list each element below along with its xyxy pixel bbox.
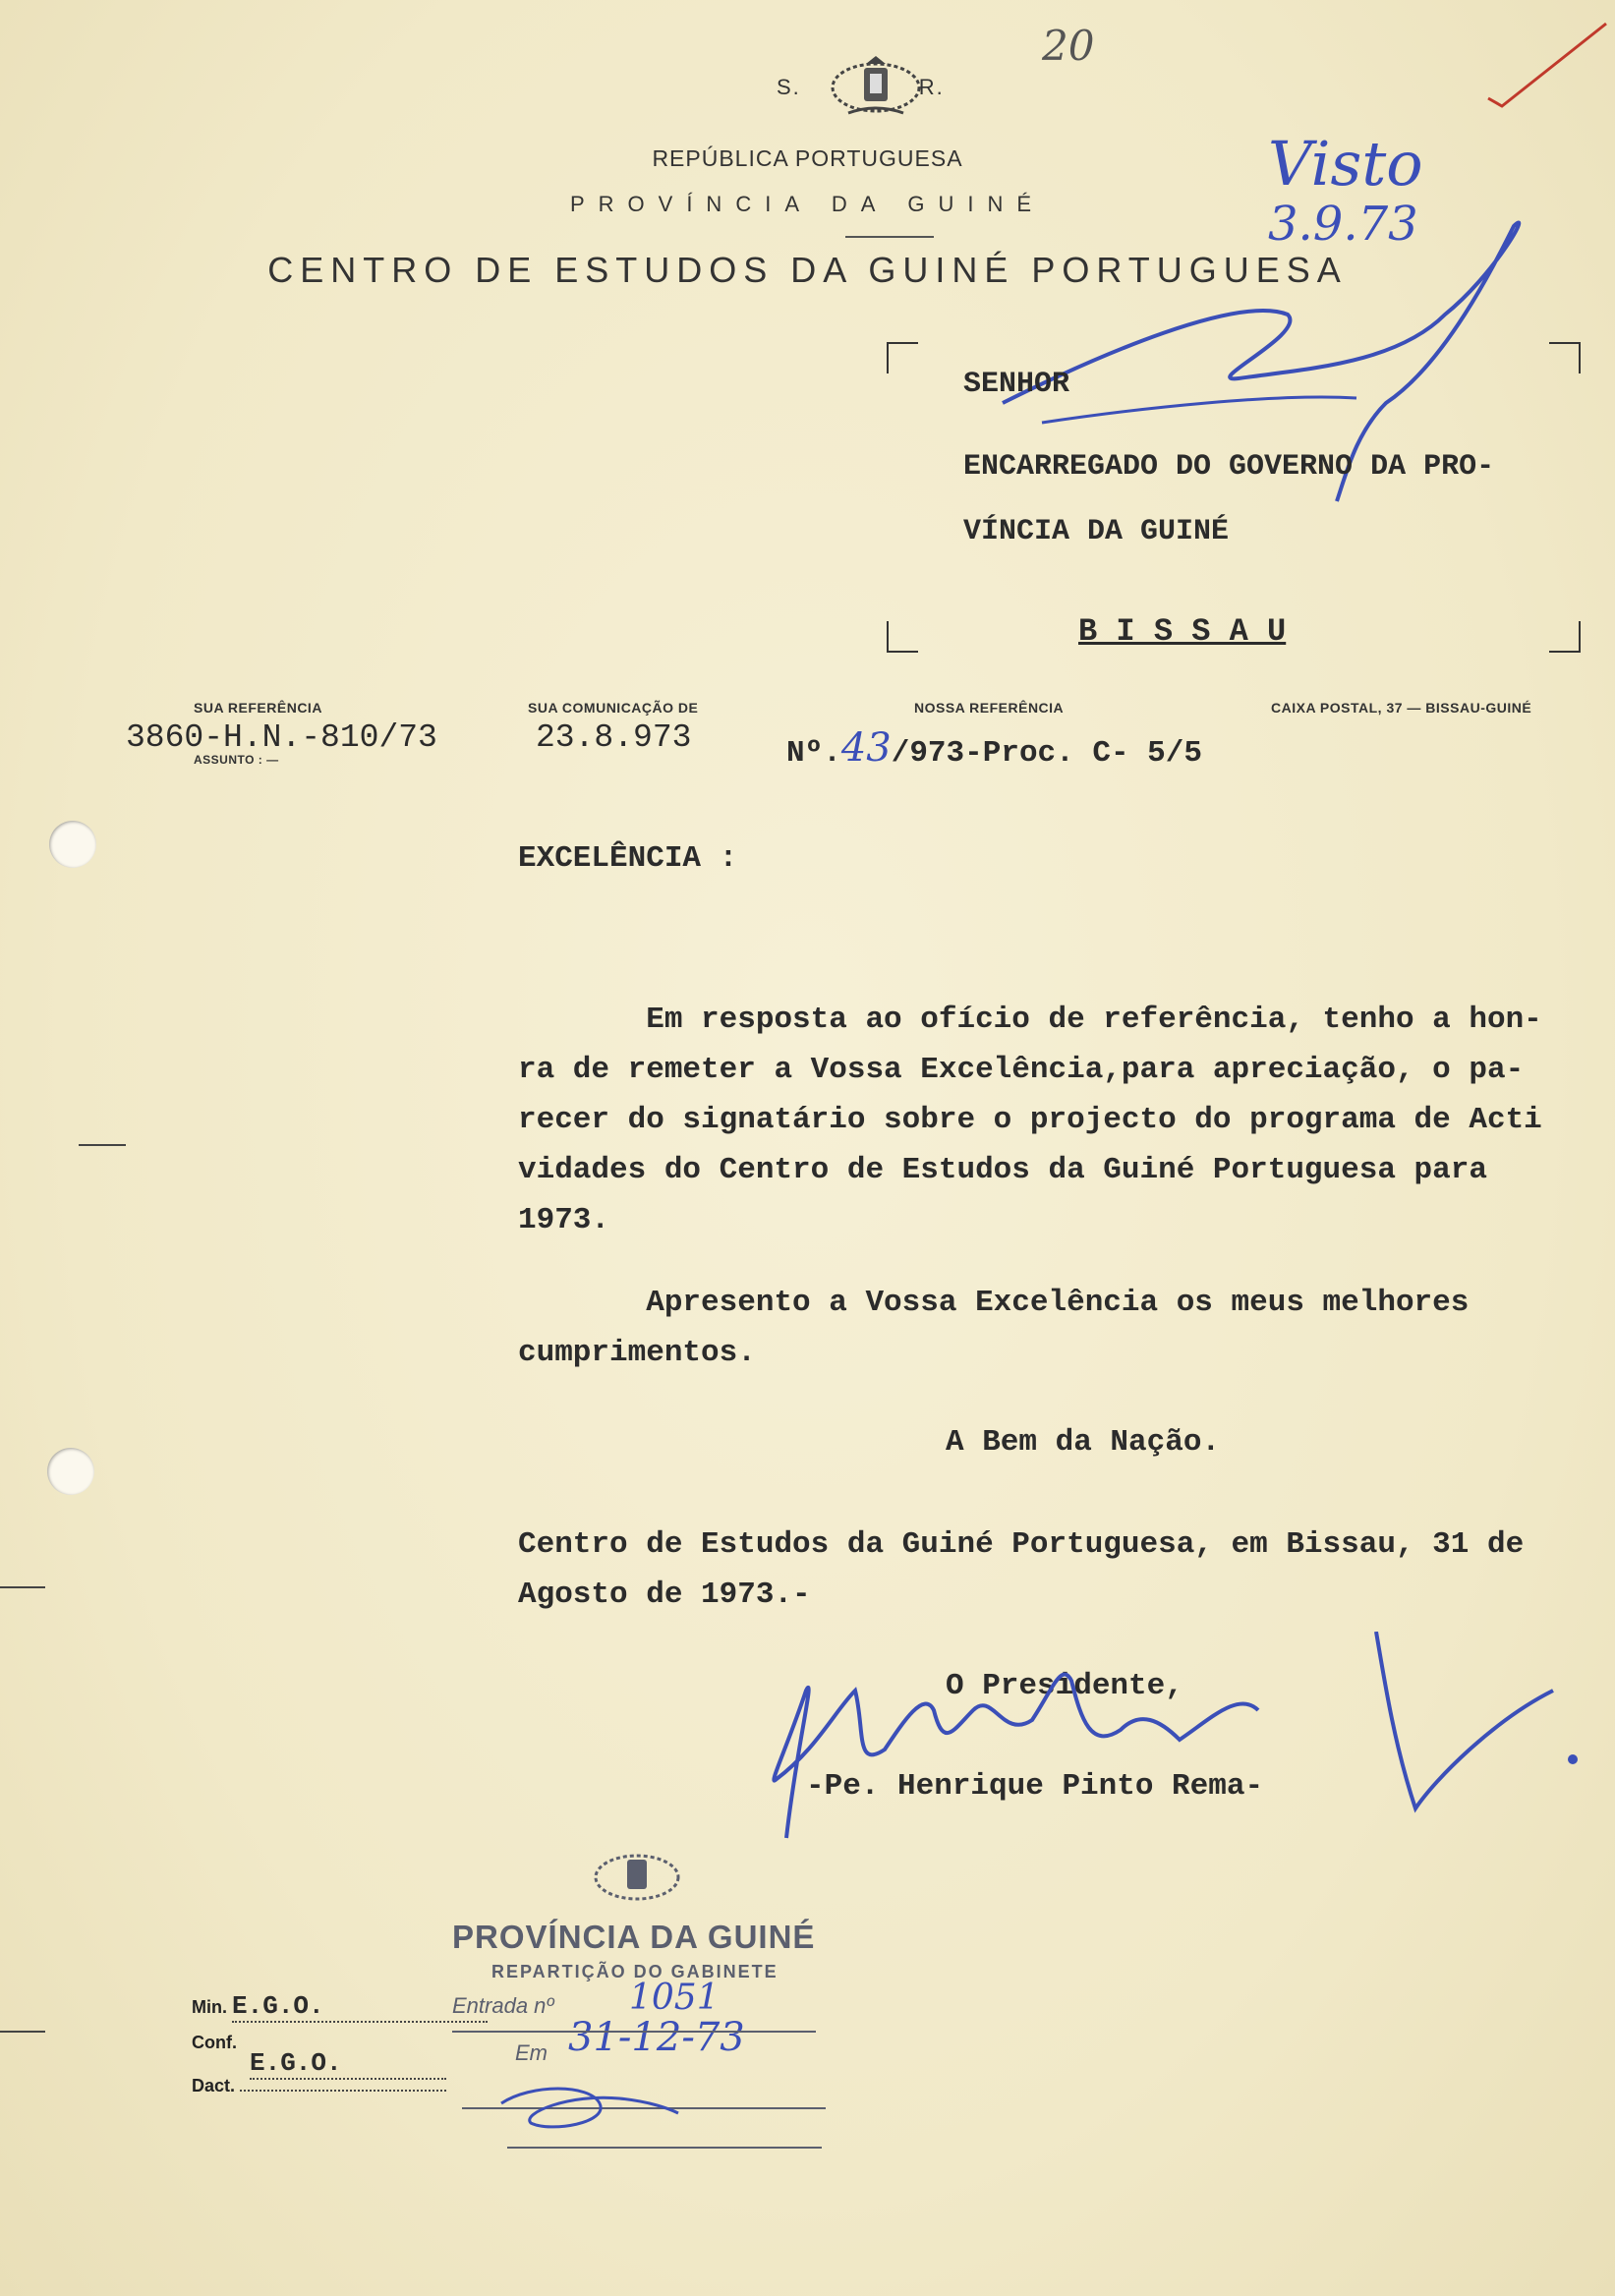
bracket-bottom-right <box>1549 621 1581 653</box>
paragraph-1-line: ra de remeter a Vossa Excelência,para apreciação, o pa- <box>518 1053 1525 1087</box>
dact-row <box>192 2076 446 2096</box>
address-line-2: VÍNCIA DA GUINÉ <box>963 515 1230 548</box>
fold-mark <box>0 1586 45 1588</box>
s-letter: S. <box>777 75 801 99</box>
dact-line <box>240 2090 446 2092</box>
sua-referencia-value: 3860-H.N.-810/73 <box>126 719 437 756</box>
signature-scribble <box>747 1632 1612 1848</box>
handwritten-visto: Visto <box>1268 128 1423 200</box>
stamp-coat-of-arms-icon <box>590 1846 684 1905</box>
stamp-entrada-value: 1051 <box>629 1978 720 2018</box>
stamp-province: PROVÍNCIA DA GUINÉ <box>452 1919 816 1955</box>
nossa-suffix: /973-Proc. C- 5/5 <box>891 736 1202 771</box>
header-divider <box>845 236 934 238</box>
stamp-em-label: Em <box>515 2040 548 2065</box>
bracket-bottom-left <box>887 621 918 653</box>
handwritten-visto-date: 3.9.73 <box>1268 197 1418 252</box>
min-value: E.G.O. <box>232 1991 488 2023</box>
place-date-line: Centro de Estudos da Guiné Portuguesa, em Bissau, 31 de <box>518 1527 1525 1562</box>
republic-heading: REPÚBLICA PORTUGUESA <box>652 145 963 171</box>
paragraph-1-line: Em resposta ao ofício de referência, tenho a hon- <box>518 1003 1542 1037</box>
centre-heading: CENTRO DE ESTUDOS DA GUINÉ PORTUGUESA <box>267 250 1348 290</box>
conf-row <box>192 2033 237 2053</box>
r-letter: R. <box>918 75 945 99</box>
paragraph-1 <box>518 995 1542 1245</box>
min-label: Min. <box>192 1997 227 2017</box>
stamp-line <box>507 2147 822 2149</box>
assunto-label: ASSUNTO : — <box>194 753 279 767</box>
nossa-referencia <box>786 725 1202 771</box>
nossa-number: 43 <box>840 725 892 771</box>
address-city: B I S S A U <box>1078 613 1287 650</box>
coat-of-arms-icon <box>829 54 923 119</box>
sua-comunicacao-value: 23.8.973 <box>536 719 692 756</box>
punch-hole <box>49 821 96 868</box>
stamp-line <box>452 2031 816 2033</box>
paragraph-2 <box>518 1278 1469 1378</box>
bracket-top-left <box>887 342 918 373</box>
nossa-referencia-label: NOSSA REFERÊNCIA <box>914 700 1065 716</box>
closing: A Bem da Nação. <box>946 1425 1221 1460</box>
fold-mark <box>0 2031 45 2033</box>
caixa-postal: CAIXA POSTAL, 37 — BISSAU-GUINÉ <box>1271 700 1532 716</box>
sua-referencia-label: SUA REFERÊNCIA <box>194 700 322 716</box>
signer-name: -Pe. Henrique Pinto Rema- <box>806 1769 1264 1804</box>
punch-hole <box>47 1448 94 1495</box>
signer-title: O Presidente, <box>946 1669 1183 1703</box>
handwritten-page-number: 20 <box>1042 22 1095 70</box>
stamp-entrada-label: Entrada nº <box>452 1993 554 2018</box>
bracket-top-right <box>1549 342 1581 373</box>
min-row <box>192 1991 488 2023</box>
stamp-em-value: 31-12-73 <box>568 2015 745 2060</box>
greeting: EXCELÊNCIA : <box>518 841 738 876</box>
conf-label: Conf. <box>192 2033 237 2052</box>
red-check-mark-icon <box>1484 20 1612 108</box>
place-date <box>518 1520 1524 1620</box>
paragraph-2-line: Apresento a Vossa Excelência os meus melhores <box>518 1286 1470 1320</box>
sua-comunicacao-label: SUA COMUNICAÇÃO DE <box>528 700 699 716</box>
address-line-1: ENCARREGADO DO GOVERNO DA PRO- <box>963 450 1495 484</box>
province-heading: PROVÍNCIA DA GUINÉ <box>569 192 1046 216</box>
paragraph-1-line: vidades do Centro de Estudos da Guiné Portuguesa para <box>518 1153 1487 1187</box>
stamp-initials-scribble <box>491 2074 688 2143</box>
stamp-repartition: REPARTIÇÃO DO GABINETE <box>491 1962 779 1981</box>
fold-mark <box>79 1144 126 1146</box>
conf-value: E.G.O. <box>250 2048 446 2080</box>
dact-label: Dact. <box>192 2076 236 2095</box>
paragraph-1-line: 1973. <box>518 1203 610 1237</box>
paragraph-2-line: cumprimentos. <box>518 1336 756 1370</box>
nossa-prefix: Nº. <box>786 736 841 771</box>
paragraph-1-line: recer do signatário sobre o projecto do programa de Acti <box>518 1103 1542 1137</box>
place-date-line: Agosto de 1973.- <box>518 1578 811 1612</box>
address-salutation: SENHOR <box>963 368 1070 401</box>
